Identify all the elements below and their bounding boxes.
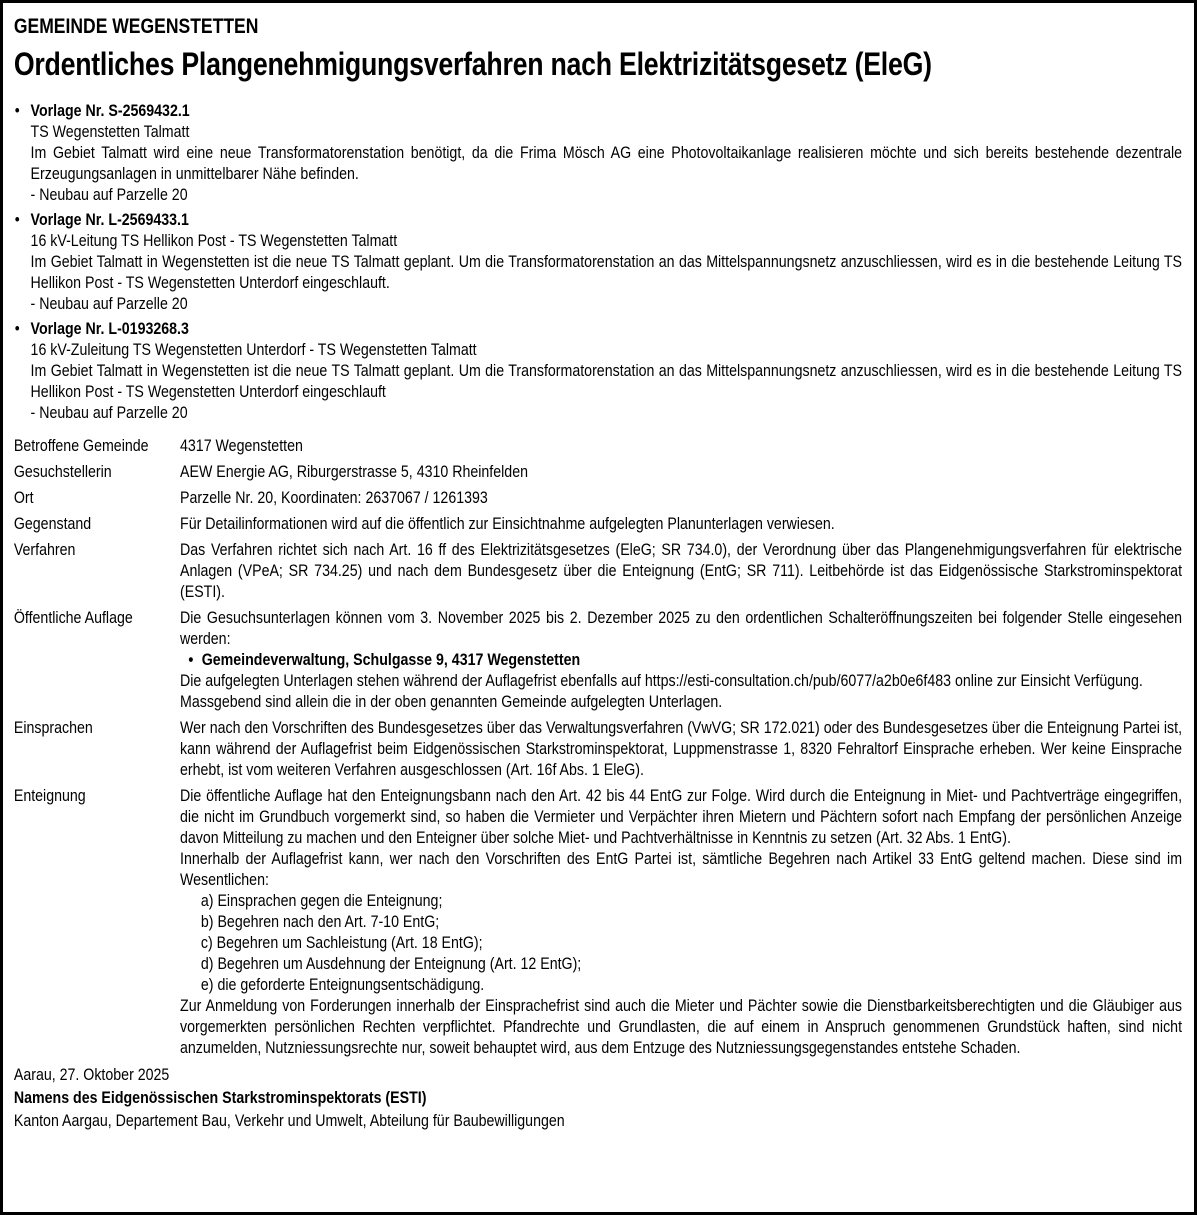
- proposal-number: Vorlage Nr. L-0193268.3: [30, 319, 189, 338]
- detail-label: Gesuchstellerin: [13, 462, 112, 481]
- auflage-intro: Die Gesuchsunterlagen können vom 3. November 2025 bis 2. Dezember 2025 zu den ordentlichen Schalteröffnungszeiten bei folgender Stelle eingesehen werden:: [180, 608, 1183, 648]
- municipality-heading: GEMEINDE WEGENSTETTEN: [13, 15, 259, 38]
- detail-value: Für Detailinformationen wird auf die öffentlich zur Einsichtnahme aufgelegten Planunterlagen verwiesen.: [180, 514, 835, 533]
- footer-department: Kanton Aargau, Departement Bau, Verkehr und Umwelt, Abteilung für Baubewilligungen: [13, 1111, 565, 1130]
- auflage-location: [180, 649, 1182, 670]
- proposal-description: Im Gebiet Talmatt wird eine neue Transformatorenstation benötigt, da die Frima Mösch AG eine Photovoltaikanlage realisieren möchte und sich bereits bestehende dezentrale Erzeugungsanlagen in unmittelbarer Nähe befinden.: [30, 143, 1183, 183]
- proposal-number: Vorlage Nr. L-2569433.1: [30, 210, 189, 229]
- proposal-item: [14, 318, 1182, 423]
- detail-value: AEW Energie AG, Riburgerstrasse 5, 4310 Rheinfelden: [180, 462, 528, 481]
- bullet-icon: •: [14, 210, 20, 229]
- enteignung-paragraph-2: Innerhalb der Auflagefrist kann, wer nach den Vorschriften des EntG Partei ist, sämtliche Begehren nach Artikel 33 EntG geltend machen. Diese sind im Wesentlichen:: [180, 849, 1183, 889]
- page-title: Ordentliches Plangenehmigungsverfahren nach Elektrizitätsgesetz (EleG): [13, 46, 932, 82]
- detail-row-betroffene-gemeinde: [14, 435, 1182, 456]
- detail-label: Gegenstand: [13, 514, 92, 533]
- footer-place-date: Aarau, 27. Oktober 2025: [13, 1065, 170, 1084]
- detail-label: Öffentliche Auflage: [13, 608, 133, 627]
- notice-content: [3, 3, 1194, 1132]
- proposal-name: 16 kV-Zuleitung TS Wegenstetten Unterdorf - TS Wegenstetten Talmatt: [30, 340, 477, 359]
- detail-row-oeffentliche-auflage: [14, 607, 1182, 712]
- enteignung-list-item: c) Begehren um Sachleistung (Art. 18 EntG);: [200, 933, 483, 952]
- enteignung-list-item: e) die geforderte Enteignungsentschädigung.: [200, 975, 485, 994]
- detail-value: [180, 607, 1182, 712]
- detail-value: Wer nach den Vorschriften des Bundesgesetzes über das Verwaltungsverfahren (VwVG; SR 172.021) oder des Bundesgesetzes über die Enteignung Partei ist, kann während der Auflagefrist beim Eidgenössischen Starkstrominspektorat, Luppmenstrasse 1, 8320 Fehraltorf Einsprache erheben. Wer keine Einsprache erhebt, ist vom weiteren Verfahren ausgeschlossen (Art. 16f Abs. 1 EleG).: [180, 718, 1183, 779]
- proposal-note: - Neubau auf Parzelle 20: [30, 185, 188, 204]
- proposal-item: [14, 209, 1182, 314]
- auflage-online: Die aufgelegten Unterlagen stehen während der Auflagefrist ebenfalls auf https://esti-consultation.ch/pub/6077/a2b0e6f483 online zur Einsicht Verfügung.: [180, 671, 1143, 690]
- proposal-name: TS Wegenstetten Talmatt: [30, 122, 190, 141]
- detail-row-gegenstand: [14, 513, 1182, 534]
- enteignung-list-item: b) Begehren nach den Art. 7-10 EntG;: [200, 912, 440, 931]
- footer-authority: Namens des Eidgenössischen Starkstrominspektorats (ESTI): [13, 1088, 427, 1107]
- detail-value: [180, 785, 1182, 1058]
- detail-row-verfahren: [14, 539, 1182, 602]
- footer: [14, 1063, 1182, 1132]
- enteignung-paragraph-1: Die öffentliche Auflage hat den Enteignungsbann nach den Art. 42 bis 44 EntG zur Folge. Wird durch die Enteignung in Miet- und Pachtverträge eingegriffen, die nicht im Grundbuch vorgemerkt sind, so haben die Vermieter und Verpächter ihren Mietern und Pächtern sofort nach Empfang der persönlichen Anzeige davon Mitteilung zu machen und den Enteigner über solche Miet- und Pachtverhältnisse in Kenntnis zu setzen (Art. 32 Abs. 1 EntG).: [180, 786, 1183, 847]
- proposal-description: Im Gebiet Talmatt in Wegenstetten ist die neue TS Talmatt geplant. Um die Transformatorenstation an das Mittelspannungsnetz anzuschliessen, wird es in die bestehende Leitung TS Hellikon Post - TS Wegenstetten Unterdorf eingeschlauft: [30, 361, 1183, 401]
- details-table: [14, 435, 1182, 1058]
- bullet-icon: •: [14, 101, 20, 120]
- detail-value: Parzelle Nr. 20, Koordinaten: 2637067 / 1261393: [180, 488, 488, 507]
- auflage-binding: Massgebend sind allein die in der oben genannten Gemeinde aufgelegten Unterlagen.: [180, 692, 723, 711]
- proposal-note: - Neubau auf Parzelle 20: [30, 294, 188, 313]
- enteignung-paragraph-3: Zur Anmeldung von Forderungen innerhalb der Einsprachefrist sind auch die Mieter und Pächter sowie die Dienstbarkeitsberechtigten und die Gläubiger aus vorgemerkten persönlichen Rechten verpflichtet. Pfandrechte und Grundlasten, die auf einem in Anspruch genommenen Grundstück haften, sind nicht anzumelden, Nutzniessungsrechte nur, soweit behauptet wird, aus dem Entzuge des Nutzniessungsgegenstandes entstehe Schaden.: [180, 996, 1183, 1057]
- detail-label: Verfahren: [13, 540, 76, 559]
- detail-label: Ort: [13, 488, 34, 507]
- proposal-number: Vorlage Nr. S-2569432.1: [30, 101, 190, 120]
- detail-value: 4317 Wegenstetten: [180, 436, 303, 455]
- detail-row-ort: [14, 487, 1182, 508]
- auflage-location-text: Gemeindeverwaltung, Schulgasse 9, 4317 Wegenstetten: [201, 650, 581, 669]
- bullet-icon: •: [14, 319, 20, 338]
- proposal-note: - Neubau auf Parzelle 20: [30, 403, 188, 422]
- bullet-icon: •: [188, 650, 194, 669]
- enteignung-list-item: a) Einsprachen gegen die Enteignung;: [200, 891, 443, 910]
- detail-label: Einsprachen: [13, 718, 93, 737]
- detail-label: Enteignung: [13, 786, 86, 805]
- detail-row-enteignung: [14, 785, 1182, 1058]
- detail-label: Betroffene Gemeinde: [13, 436, 149, 455]
- detail-value: Das Verfahren richtet sich nach Art. 16 ff des Elektrizitätsgesetzes (EleG; SR 734.0), der Verordnung über das Plangenehmigungsverfahren für elektrische Anlagen (VPeA; SR 734.25) und nach dem Bundesgesetz über die Enteignung (EntG; SR 711). Leitbehörde ist das Eidgenössische Starkstrominspektorat (ESTI).: [180, 540, 1183, 601]
- proposal-name: 16 kV-Leitung TS Hellikon Post - TS Wegenstetten Talmatt: [30, 231, 398, 250]
- enteignung-list-item: d) Begehren um Ausdehnung der Enteignung (Art. 12 EntG);: [200, 954, 582, 973]
- detail-row-einsprachen: [14, 717, 1182, 780]
- proposal-item: [14, 100, 1182, 205]
- detail-row-gesuchstellerin: [14, 461, 1182, 482]
- proposal-description: Im Gebiet Talmatt in Wegenstetten ist die neue TS Talmatt geplant. Um die Transformatorenstation an das Mittelspannungsnetz anzuschliessen, wird es in die bestehende Leitung TS Hellikon Post - TS Wegenstetten Unterdorf eingeschlauft.: [30, 252, 1183, 292]
